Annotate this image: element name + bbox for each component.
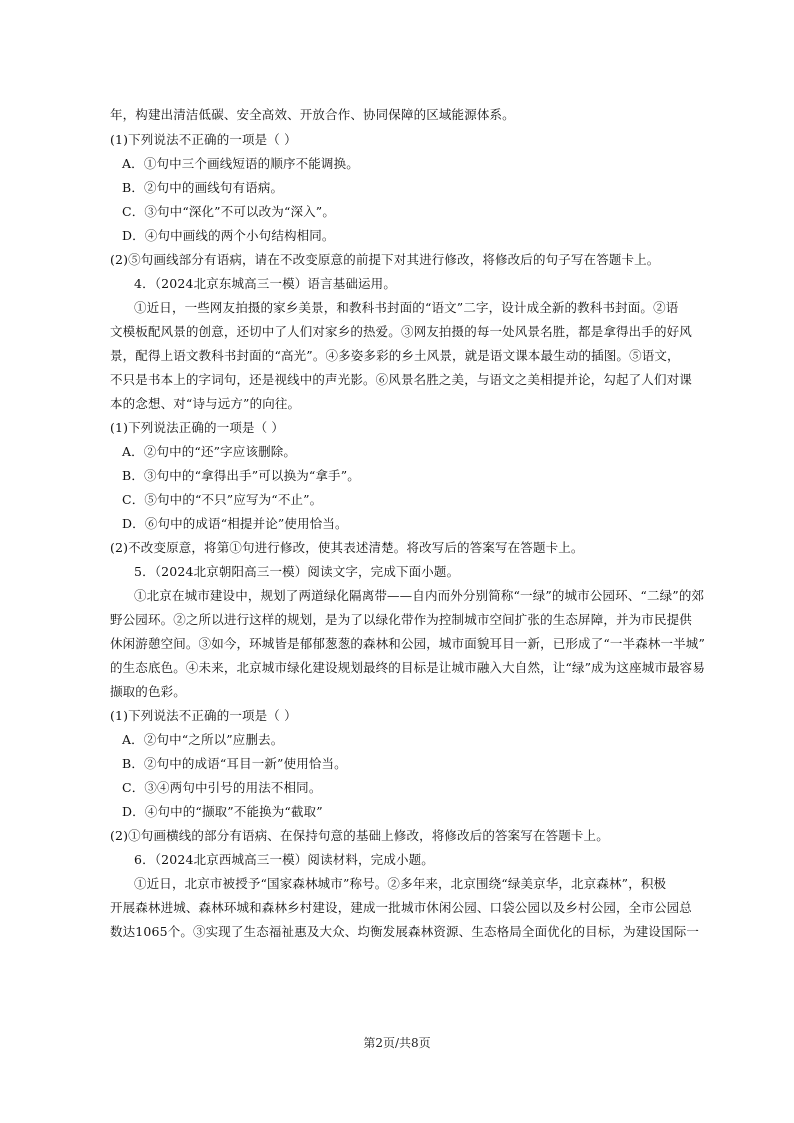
passage-line: 不只是书本上的字词句，还是视线中的声光影。⑥风景名胜之美，与语文之美相提并论，勾起了人们对课	[110, 372, 692, 387]
question-1: (1)下列说法不正确的一项是（ ）	[110, 708, 297, 723]
option-d: D．④句中画线的两个小句结构相同。	[122, 228, 335, 243]
question-2: (2)①句画横线的部分有语病、在保持句意的基础上修改，将修改后的答案写在答题卡上。	[110, 828, 609, 843]
passage-line: 的生态底色。④未来，北京城市绿化建设规划最终的目标是让城市融入大自然，让“绿”成为这座城市最容易	[110, 660, 705, 675]
option-b: B．③句中的“拿得出手”可以换为“拿手”。	[122, 468, 360, 483]
question-1: (1)下列说法不正确的一项是（ ）	[110, 132, 297, 147]
passage-line: ①近日，北京市被授予“国家森林城市”称号。②多年来，北京围绕“绿美京华，北京森林”，积极	[134, 876, 667, 891]
section-heading-5: 5．（2024北京朝阳高三一模）阅读文字，完成下面小题。	[134, 564, 460, 579]
question-1: (1)下列说法正确的一项是（ ）	[110, 420, 285, 435]
passage-line: ①近日，一些网友拍摄的家乡美景，和教科书封面的“语文”二字，设计成全新的教科书封面。②语	[134, 300, 679, 315]
option-c: C．③句中“深化”不可以改为“深入”。	[122, 204, 335, 219]
question-2: (2)不改变原意，将第①句进行修改，使其表述清楚。将改写后的答案写在答题卡上。	[110, 540, 584, 555]
option-b: B．②句中的成语“耳目一新”使用恰当。	[122, 756, 347, 771]
section-heading-6: 6．（2024北京西城高三一模）阅读材料，完成小题。	[134, 852, 434, 867]
option-d: D．⑥句中的成语“相提并论”使用恰当。	[122, 516, 348, 531]
question-2: (2)⑤句画线部分有语病，请在不改变原意的前提下对其进行修改，将修改后的句子写在答题卡上。	[110, 252, 660, 267]
section-heading-4: 4．（2024北京东城高三一模）语言基础运用。	[134, 276, 396, 291]
text-line: 年，构建出清洁低碳、安全高效、开放合作、协同保障的区域能源体系。	[110, 107, 515, 122]
passage-line: ①北京在城市建设中，规划了两道绿化隔离带——自内而外分别简称“一绿”的城市公园环、“二绿”的郊	[134, 588, 705, 603]
option-a: A．②句中的“还”字应该删除。	[122, 444, 297, 459]
passage-line: 数达1065个。③实现了生态福祉惠及大众、均衡发展森林资源、生态格局全面优化的目标，为建设国际一	[110, 924, 700, 939]
passage-line: 开展森林进城、森林环城和森林乡村建设，建成一批城市休闲公园、口袋公园以及乡村公园，全市公园总	[110, 900, 692, 915]
option-a: A．②句中“之所以”应删去。	[122, 732, 284, 747]
option-c: C．③④两句中引号的用法不相同。	[122, 780, 322, 795]
option-b: B．②句中的画线句有语病。	[122, 180, 284, 195]
option-d: D．④句中的“撷取”不能换为“截取”	[122, 804, 323, 819]
page-footer: 第2页/共8页	[363, 1036, 431, 1050]
passage-line: 本的念想、对“诗与远方”的向往。	[110, 396, 301, 411]
passage-line: 文模板配风景的创意，还切中了人们对家乡的热爱。③网友拍摄的每一处风景名胜，都是拿得出手的好风	[110, 324, 692, 339]
passage-line: 野公园环。②之所以进行这样的规划，是为了以绿化带作为控制城市空间扩张的生态屏障，并为市民提供	[110, 612, 692, 627]
option-c: C．⑤句中的“不只”应写为“不止”。	[122, 492, 323, 507]
passage-line: 景，配得上语文教科书封面的“高光”。④多姿多彩的乡土风景，就是语文课本最生动的插图。⑤语文，	[110, 348, 680, 363]
passage-line: 撷取的色彩。	[110, 684, 186, 699]
option-a: A．①句中三个画线短语的顺序不能调换。	[122, 156, 359, 171]
passage-line: 休闲游憩空间。③如今，环城皆是郁郁葱葱的森林和公园，城市面貌耳目一新，已形成了“一半森林一半城”	[110, 636, 705, 651]
